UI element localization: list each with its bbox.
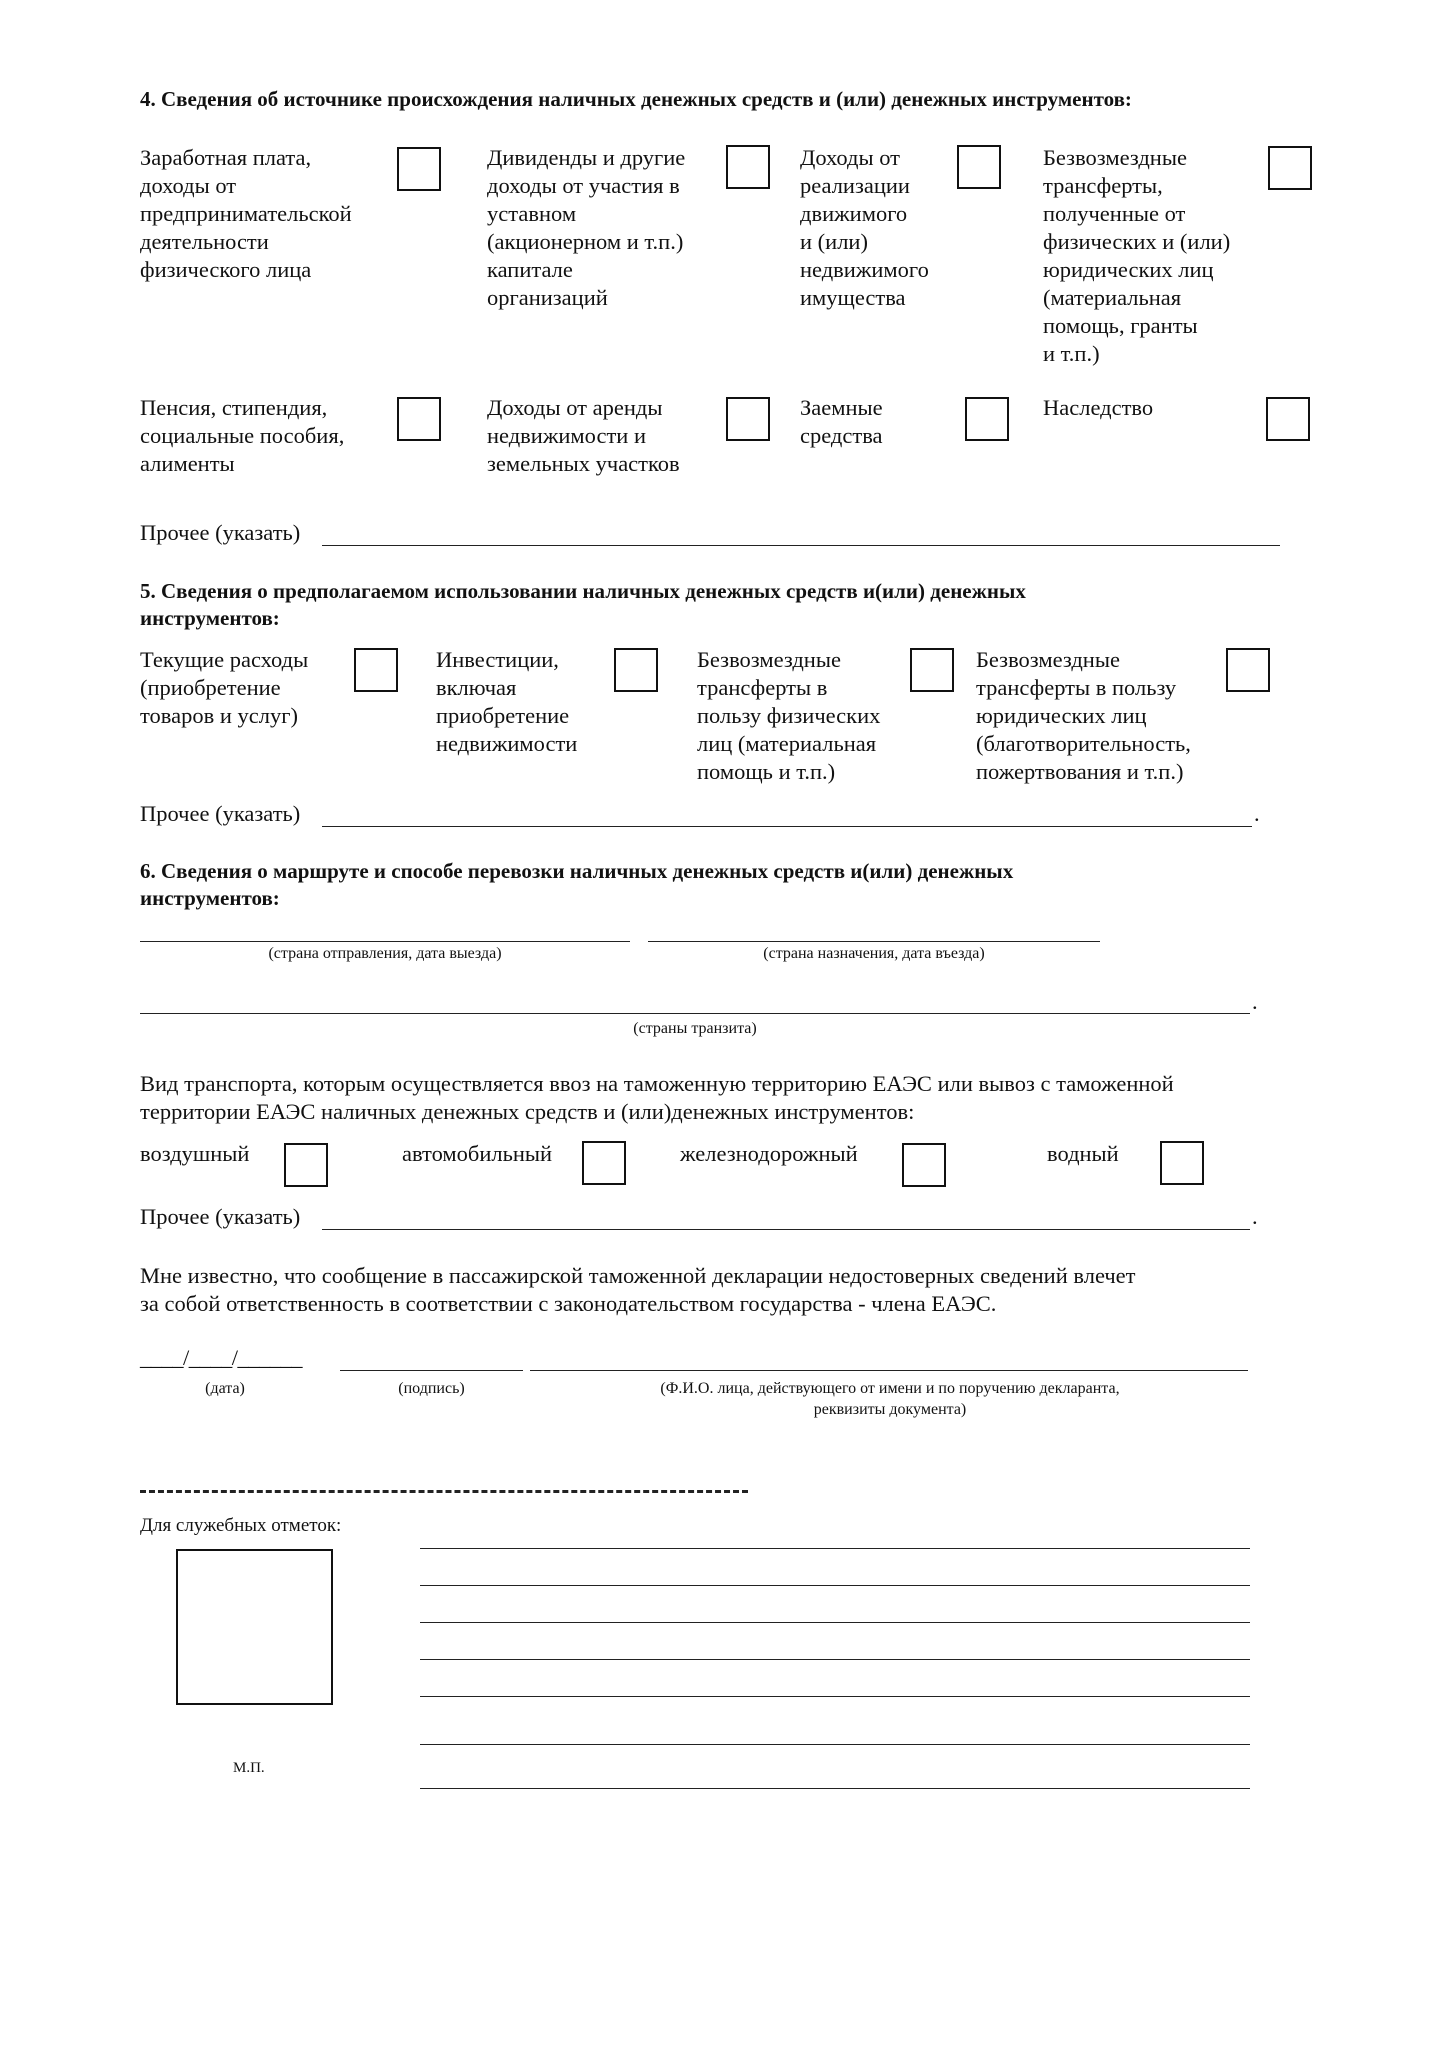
use-legal-transfers-checkbox[interactable]: [1226, 648, 1270, 692]
date-input[interactable]: ____/____/______: [140, 1345, 303, 1370]
use-individual-transfers-label: Безвозмездные трансферты в пользу физических лиц (материальная помощь и т.п.): [697, 647, 881, 784]
declarant-name-input[interactable]: [530, 1370, 1248, 1371]
option-property-sale-checkbox[interactable]: [957, 145, 1001, 189]
section5-other-label: Прочее (указать): [140, 801, 301, 826]
use-investments-checkbox[interactable]: [614, 648, 658, 692]
transport-air-checkbox[interactable]: [284, 1143, 328, 1187]
option-property-sale-label: Доходы от реализации движимого и (или) недвижимого имущества: [800, 145, 929, 310]
option-inheritance-label: Наследство: [1043, 395, 1154, 420]
section4-heading: 4. Сведения об источнике происхождения наличных денежных средств и (или) денежных инструментов:: [140, 87, 1132, 111]
service-line-3[interactable]: [420, 1622, 1250, 1623]
option-transfers-label: Безвозмездные трансферты, полученные от физических и (или) юридических лиц (материальная помощь, гранты и т.п.): [1043, 145, 1231, 366]
section5-other-period: .: [1254, 801, 1260, 826]
stamp-box: [176, 1549, 333, 1705]
transport-air-label: воздушный: [140, 1141, 250, 1166]
departure-caption: (страна отправления, дата выезда): [268, 945, 502, 962]
section6-other-period: .: [1252, 1204, 1258, 1229]
option-loans-label: Заемные средства: [800, 395, 883, 448]
option-dividends-label: Дивиденды и другие доходы от участия в уставном (акционерном и т.п.) капитале организаций: [487, 145, 686, 310]
departure-input[interactable]: [140, 941, 630, 942]
separator-line: [140, 1490, 748, 1493]
service-line-5[interactable]: [420, 1696, 1250, 1697]
section6-other-input[interactable]: [322, 1229, 1250, 1230]
service-line-6[interactable]: [420, 1744, 1250, 1745]
transit-input[interactable]: [140, 1013, 1250, 1014]
option-pension-checkbox[interactable]: [397, 397, 441, 441]
service-marks-label: Для служебных отметок:: [140, 1515, 342, 1536]
transport-auto-label: автомобильный: [402, 1141, 553, 1166]
destination-input[interactable]: [648, 941, 1100, 942]
stamp-label: М.П.: [233, 1760, 265, 1776]
option-salary-checkbox[interactable]: [397, 147, 441, 191]
transport-auto-checkbox[interactable]: [582, 1141, 626, 1185]
option-rent-label: Доходы от аренды недвижимости и земельных участков: [487, 395, 680, 476]
use-current-expenses-checkbox[interactable]: [354, 648, 398, 692]
section5-heading: 5. Сведения о предполагаемом использовании наличных денежных средств и(или) денежных инструментов:: [140, 579, 1026, 630]
declarant-name-caption: (Ф.И.О. лица, действующего от имени и по поручению декларанта, реквизиты документа): [660, 1380, 1120, 1418]
transport-question: Вид транспорта, которым осуществляется ввоз на таможенную территорию ЕАЭС или вывоз с таможенной территории ЕАЭС наличных денежных средств и (или)денежных инструментов:: [140, 1071, 1174, 1124]
signature-input[interactable]: [340, 1370, 523, 1371]
section4-other-label: Прочее (указать): [140, 520, 301, 545]
section5-other-input[interactable]: [322, 826, 1252, 827]
option-salary-label: Заработная плата, доходы от предпринимательской деятельности физического лица: [140, 145, 352, 282]
option-pension-label: Пенсия, стипендия, социальные пособия, алименты: [140, 395, 345, 476]
use-individual-transfers-checkbox[interactable]: [910, 648, 954, 692]
option-inheritance-checkbox[interactable]: [1266, 397, 1310, 441]
signature-caption: (подпись): [398, 1380, 465, 1397]
option-loans-checkbox[interactable]: [965, 397, 1009, 441]
transport-rail-label: железнодорожный: [680, 1141, 858, 1166]
use-legal-transfers-label: Безвозмездные трансферты в пользу юридических лиц (благотворительность, пожертвования и т.п.): [976, 647, 1191, 784]
option-transfers-checkbox[interactable]: [1268, 146, 1312, 190]
use-current-expenses-label: Текущие расходы (приобретение товаров и услуг): [140, 647, 309, 728]
use-investments-label: Инвестиции, включая приобретение недвижимости: [436, 647, 578, 756]
service-line-2[interactable]: [420, 1585, 1250, 1586]
transport-water-label: водный: [1047, 1141, 1119, 1166]
service-line-7[interactable]: [420, 1788, 1250, 1789]
transport-water-checkbox[interactable]: [1160, 1141, 1204, 1185]
transport-rail-checkbox[interactable]: [902, 1143, 946, 1187]
service-line-4[interactable]: [420, 1659, 1250, 1660]
section4-other-input[interactable]: [322, 545, 1280, 546]
service-line-1[interactable]: [420, 1548, 1250, 1549]
option-dividends-checkbox[interactable]: [726, 145, 770, 189]
transit-period: .: [1252, 989, 1258, 1014]
transit-caption: (страны транзита): [633, 1020, 757, 1037]
option-rent-checkbox[interactable]: [726, 397, 770, 441]
declaration-text: Мне известно, что сообщение в пассажирской таможенной декларации недостоверных сведений влечет за собой ответственность в соответствии с законодательством государства - члена ЕАЭС.: [140, 1263, 1136, 1316]
section6-heading: 6. Сведения о маршруте и способе перевозки наличных денежных средств и(или) денежных инструментов:: [140, 859, 1014, 910]
section6-other-label: Прочее (указать): [140, 1204, 301, 1229]
destination-caption: (страна назначения, дата въезда): [763, 945, 985, 962]
date-caption: (дата): [205, 1380, 245, 1397]
